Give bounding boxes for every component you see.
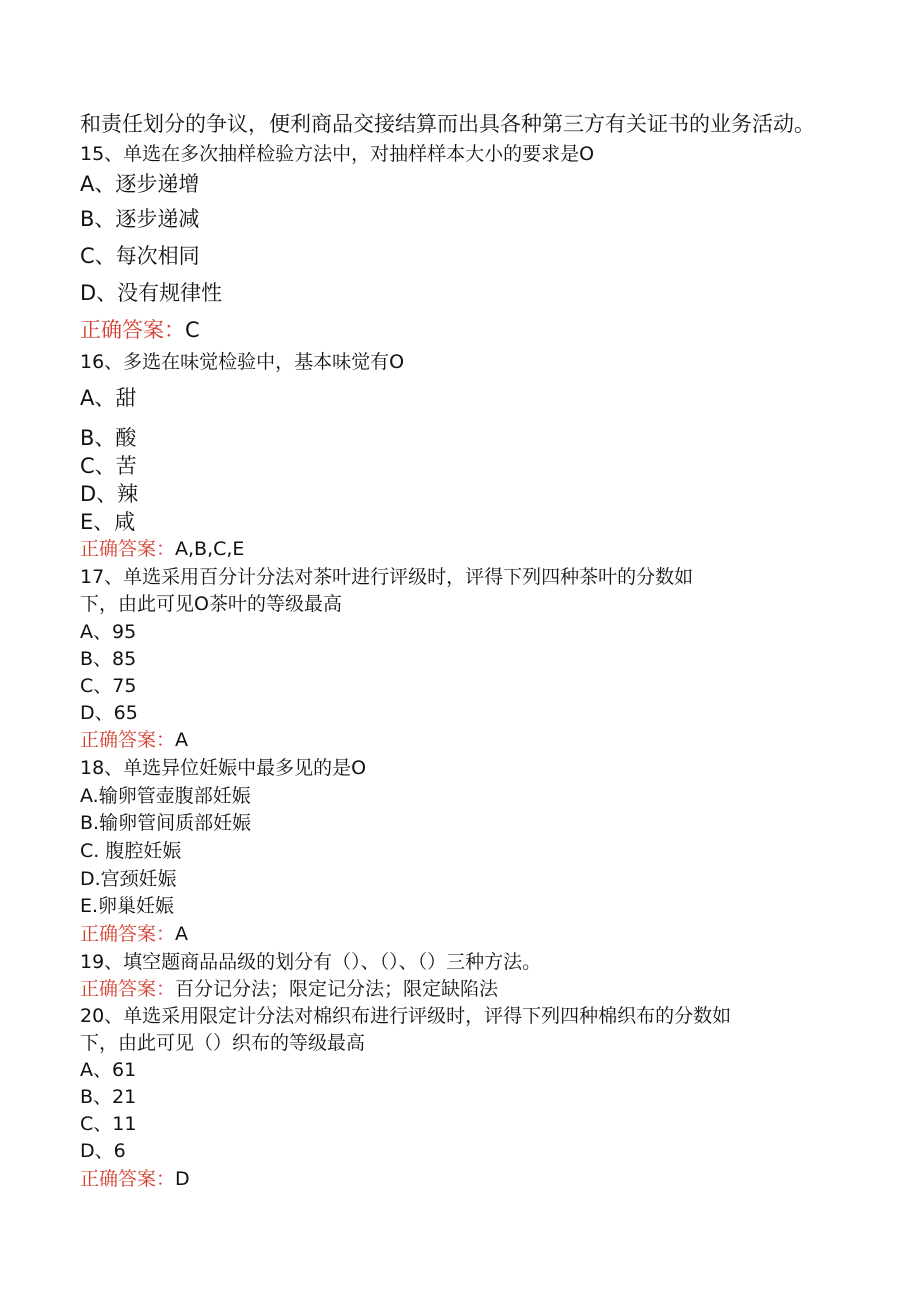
- q18-option-b: B.输卵管间质部妊娠: [80, 812, 252, 834]
- answer-label: 正确答案：: [80, 923, 176, 945]
- q15-option-d: D、没有规律性: [80, 281, 223, 305]
- q17-option-a: A、95: [80, 621, 137, 643]
- q18-option-d: D.宫颈妊娠: [80, 868, 177, 890]
- q18-answer: [80, 922, 188, 946]
- q18-option-c: C. 腹腔妊娠: [80, 840, 182, 862]
- answer-value: A,B,C,E: [175, 538, 245, 560]
- q18-option-e: E.卵巢妊娠: [80, 895, 175, 917]
- q16-option-b: B、酸: [80, 426, 137, 450]
- q20-answer: [80, 1167, 190, 1191]
- q17-answer: [80, 728, 188, 752]
- answer-value: A: [175, 923, 189, 945]
- answer-label: 正确答案：: [80, 729, 176, 751]
- q15-option-c: C、每次相同: [80, 244, 200, 268]
- question-15-stem: 15、单选在多次抽样检验方法中，对抽样样本大小的要求是O: [80, 143, 595, 165]
- q16-option-d: D、辣: [80, 482, 139, 506]
- q17-option-b: B、85: [80, 648, 137, 670]
- q20-option-a: A、61: [80, 1059, 137, 1081]
- intro-line: 和责任划分的争议，便利商品交接结算而出具各种第三方有关证书的业务活动。: [80, 112, 815, 136]
- q16-option-e: E、咸: [80, 510, 136, 534]
- q15-answer: [80, 318, 200, 342]
- question-16-stem: 16、多选在味觉检验中，基本味觉有O: [80, 351, 405, 373]
- question-18-stem: 18、单选异位妊娠中最多见的是O: [80, 757, 367, 779]
- answer-label: 正确答案：: [80, 538, 176, 560]
- q20-option-c: C、11: [80, 1113, 137, 1135]
- question-17-stem-line2: 下，由此可见O茶叶的等级最高: [80, 593, 342, 615]
- answer-label: 正确答案：: [80, 318, 185, 342]
- q20-option-b: B、21: [80, 1086, 137, 1108]
- q20-option-d: D、6: [80, 1140, 126, 1162]
- answer-value: A: [175, 729, 189, 751]
- answer-label: 正确答案：: [80, 1168, 176, 1190]
- q16-answer: [80, 537, 244, 561]
- q17-option-c: C、75: [80, 675, 137, 697]
- answer-value: C: [185, 318, 200, 342]
- q19-answer: [80, 977, 498, 1001]
- answer-value: D: [175, 1168, 190, 1190]
- answer-label: 正确答案：: [80, 978, 176, 1000]
- question-20-stem-line2: 下，由此可见（）织布的等级最高: [80, 1032, 366, 1054]
- question-17-stem-line1: 17、单选采用百分计分法对茶叶进行评级时，评得下列四种茶叶的分数如: [80, 566, 694, 588]
- question-19-stem: 19、填空题商品品级的划分有（）、（）、（）三种方法。: [80, 951, 542, 973]
- q17-option-d: D、65: [80, 702, 138, 724]
- q16-option-c: C、苦: [80, 454, 137, 478]
- q15-option-b: B、逐步递减: [80, 207, 200, 231]
- q16-option-a: A、甜: [80, 386, 137, 410]
- question-20-stem-line1: 20、单选采用限定计分法对棉织布进行评级时，评得下列四种棉织布的分数如: [80, 1005, 732, 1027]
- q18-option-a: A.输卵管壶腹部妊娠: [80, 785, 251, 807]
- q15-option-a: A、逐步递增: [80, 172, 200, 196]
- answer-value: 百分记分法；限定记分法；限定缺陷法: [175, 978, 499, 1000]
